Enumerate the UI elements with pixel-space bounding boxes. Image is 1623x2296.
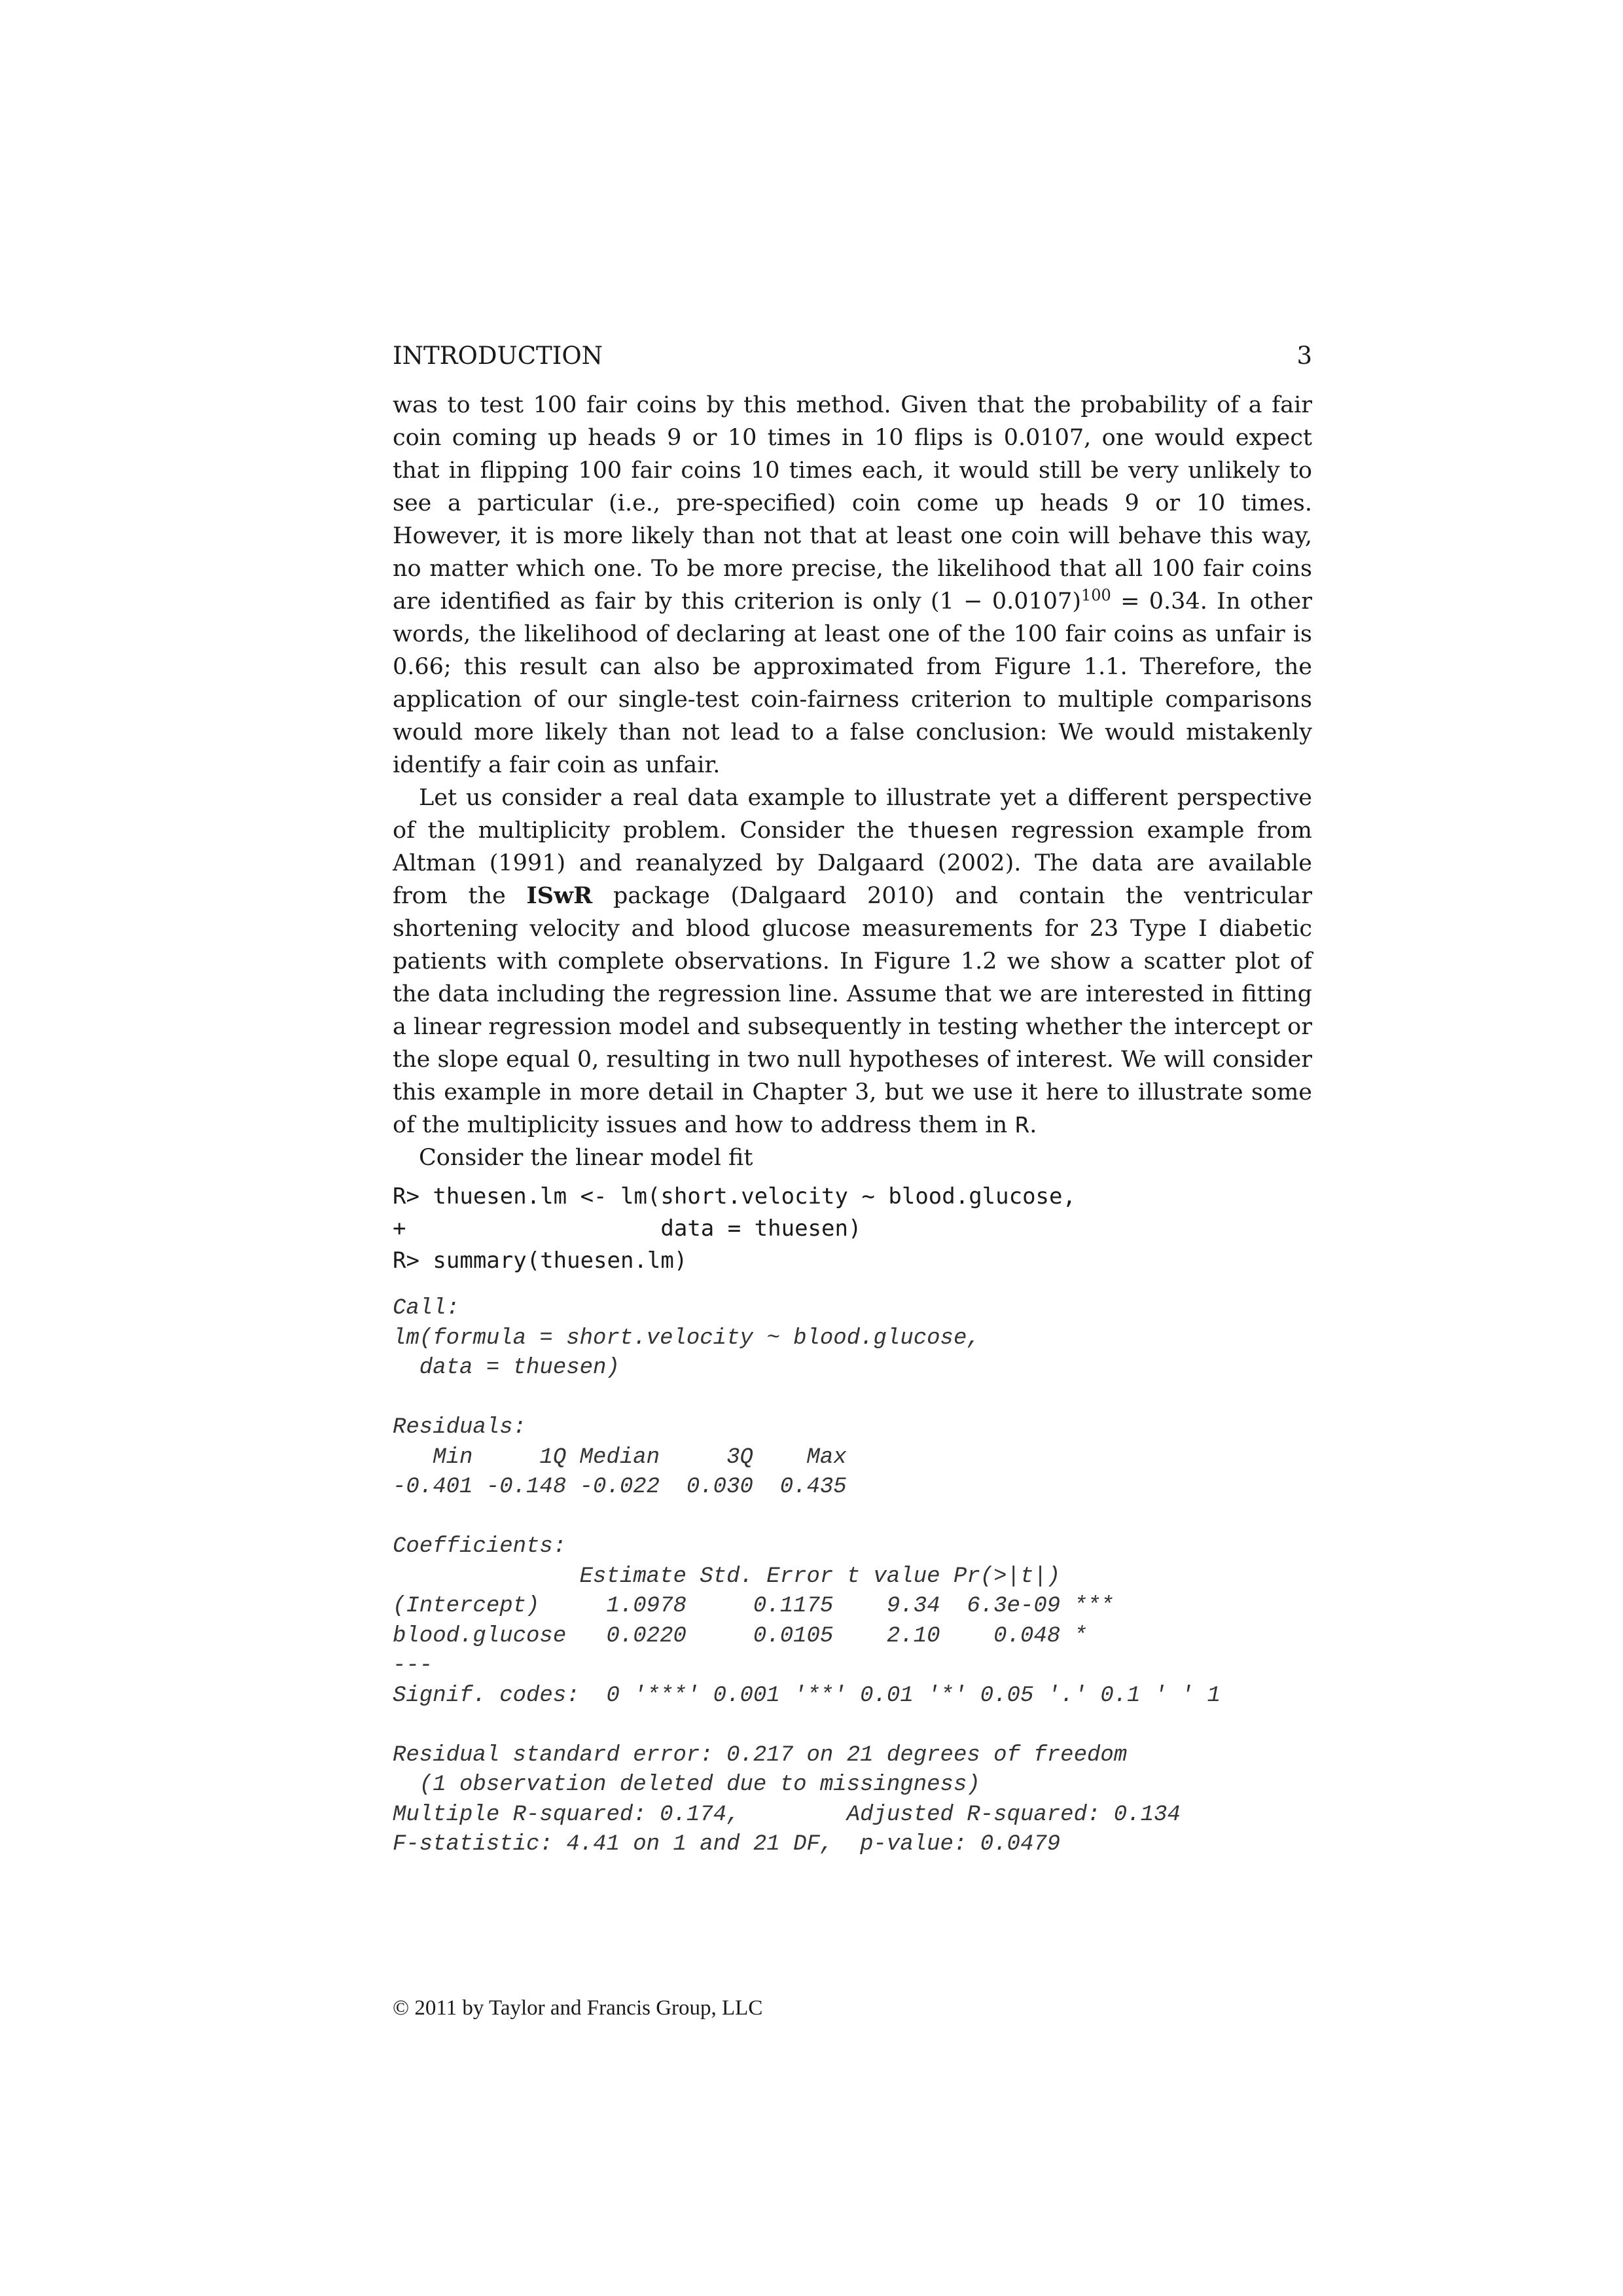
paragraph-thuesen-text-b: regression example from Altman (1991) and reanalyzed by Dalgaard (2002). The data are available from the — [393, 817, 1312, 909]
paragraph-coins — [393, 389, 1312, 781]
page-number: 3 — [1296, 342, 1312, 370]
exponent: 100 — [1080, 586, 1111, 605]
output-line: Call: — [393, 1296, 460, 1321]
running-header — [393, 342, 1312, 378]
output-line: (Intercept) 1.0978 0.1175 9.34 6.3e-09 *** — [393, 1594, 1114, 1619]
package-name: ISwR — [526, 882, 593, 909]
output-line: --- — [393, 1653, 433, 1678]
paragraph-coins-text: was to test 100 fair coins by this method. Given that the probability of a fair coin coming up heads 9 or 10 times in 10 flips is 0.0107, one would expect that in flipping 100 fair coins 10 times each, it would still be very unlikely to see a particular (i.e., pre-specified) coin come up heads 9 or 10 times. However, it is more likely than not that at least one coin will behave this way, no matter which one. To be more precise, the likelihood that all 100 fair coins are identified as fair by this criterion is only (1 − 0.0107) — [393, 392, 1312, 615]
output-line: F-statistic: 4.41 on 1 and 21 DF, p-value: 0.0479 — [393, 1832, 1061, 1857]
output-line: lm(formula = short.velocity ~ blood.glucose, — [393, 1325, 980, 1351]
paragraph-thuesen-text-d: . — [1029, 1112, 1037, 1138]
output-line: (1 observation deleted due to missingness) — [393, 1772, 980, 1797]
code-line: + data = thuesen) — [393, 1215, 862, 1242]
output-line: Estimate Std. Error t value Pr(>|t|) — [393, 1564, 1061, 1589]
output-line: Multiple R-squared: 0.174, Adjusted R-squared: 0.134 — [393, 1802, 1181, 1827]
output-line: Min 1Q Median 3Q Max — [393, 1444, 847, 1470]
copyright-footer: © 2011 by Taylor and Francis Group, LLC — [393, 1996, 763, 2020]
output-line: Residual standard error: 0.217 on 21 degrees of freedom — [393, 1742, 1128, 1768]
output-line: data = thuesen) — [393, 1355, 620, 1380]
output-line: Residuals: — [393, 1415, 527, 1440]
paragraph-thuesen-text-c: package (Dalgaard 2010) and contain the ventricular shortening velocity and blood glucose measurements for 23 Type I diabetic patients with complete observations. In Figure 1.2 we show a scatter plot of the data including the regression line. Assume that we are interested in fitting a linear regression model and subsequently in testing whether the intercept or the slope equal 0, resulting in two null hypotheses of interest. We will consider this example in more detail in Chapter 3, but we use it here to illustrate some of the multiplicity issues and how to address them in — [393, 883, 1312, 1138]
r-summary-output — [393, 1294, 1312, 1860]
output-line: Coefficients: — [393, 1534, 567, 1559]
output-line: blood.glucose 0.0220 0.0105 2.10 0.048 * — [393, 1623, 1087, 1649]
paragraph-thuesen — [393, 781, 1312, 1141]
paragraph-thuesen-text-a: Let us consider a real data example to illustrate yet a different perspective of the multiplicity problem. Consider the — [393, 785, 1312, 844]
r-language: R — [1014, 1112, 1030, 1138]
output-line: Signif. codes: 0 '***' 0.001 '**' 0.01 '*' 0.05 '.' 0.1 ' ' 1 — [393, 1683, 1221, 1708]
paragraph-coins-text-rest: = 0.34. In other words, the likelihood of declaring at least one of the 100 fair coins as unfair is 0.66; this result can also be approximated from Figure 1.1. Therefore, the application of our single-test coin-fairness criterion to multiple comparisons would more likely than not lead to a false conclusion: We would mistakenly identify a fair coin as unfair. — [393, 588, 1312, 778]
r-code-input — [393, 1181, 1312, 1277]
output-line: -0.401 -0.148 -0.022 0.030 0.435 — [393, 1475, 847, 1499]
paragraph-consider: Consider the linear model fit — [419, 1145, 753, 1171]
inline-code-thuesen: thuesen — [907, 817, 999, 843]
body-text — [393, 389, 1312, 1174]
running-title: INTRODUCTION — [393, 342, 603, 370]
code-line: R> thuesen.lm <- lm(short.velocity ~ blood.glucose, — [393, 1183, 1076, 1210]
code-line: R> summary(thuesen.lm) — [393, 1247, 688, 1274]
